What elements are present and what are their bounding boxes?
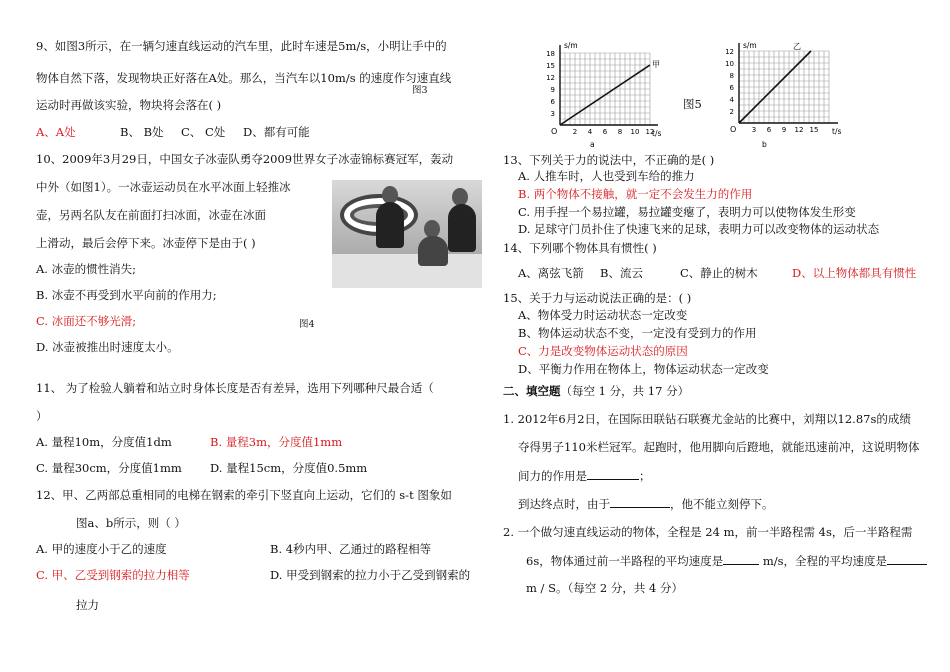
figure5-caption: 图5 bbox=[683, 97, 702, 111]
graph-a-grid bbox=[560, 53, 650, 125]
q10-line4: 上滑动，最后会停下来。冰壶停下是由于( ) bbox=[36, 236, 256, 250]
athlete-figure bbox=[376, 202, 404, 248]
q14-option-d: D、以上物体都具有惯性 bbox=[792, 266, 917, 280]
graph-a-xtick: 10 bbox=[630, 128, 640, 136]
graph-b-origin: O bbox=[730, 125, 737, 134]
section2-note: （每空 1 分，共 17 分） bbox=[560, 384, 690, 398]
section2-title: 二、填空题 bbox=[503, 384, 561, 398]
q11-line1: 11、 为了检验人躺着和站立时身体长度是否有差异，选用下列哪种尺最合适（ bbox=[36, 381, 434, 395]
q12-option-b: B. 4秒内甲、乙通过的路程相等 bbox=[270, 542, 432, 556]
f2-blank-1[interactable] bbox=[723, 553, 759, 565]
graph-b-ytick: 6 bbox=[729, 84, 734, 92]
q9-option-d: D、都有可能 bbox=[243, 125, 310, 139]
f1-blank-1[interactable] bbox=[587, 468, 639, 480]
q9-option-c: C、 C处 bbox=[181, 125, 226, 139]
curling-photo bbox=[332, 180, 482, 288]
f1-line4 bbox=[518, 496, 774, 511]
graph-a-xtick: 2 bbox=[572, 128, 578, 136]
q15-option-c: C、力是改变物体运动状态的原因 bbox=[518, 344, 688, 358]
f1-line3-end: ； bbox=[639, 469, 651, 483]
q11-line2: ） bbox=[36, 409, 48, 423]
q13-option-d: D. 足球守门员扑住了快速飞来的足球，表明力可以改变物体的运动状态 bbox=[518, 222, 880, 236]
graph-a-xtick: 8 bbox=[617, 128, 623, 136]
ice-surface bbox=[332, 254, 482, 288]
graph-a-xtick: 6 bbox=[602, 128, 608, 136]
graph-a-ytick: 12 bbox=[546, 74, 555, 82]
q13-option-b: B. 两个物体不接触，就一定不会发生力的作用 bbox=[518, 187, 753, 201]
f1-line4-text: 到达终点时，由于 bbox=[518, 497, 610, 511]
q12-option-d: D. 甲受到钢索的拉力小于乙受到钢索的 bbox=[270, 568, 471, 582]
graph-a-ytick: 6 bbox=[550, 98, 555, 106]
graph-a-ytick: 15 bbox=[546, 62, 555, 70]
q15-option-a: A、物体受力时运动状态一定改变 bbox=[518, 308, 688, 322]
graph-a-xtick: 12 bbox=[645, 128, 655, 136]
graph-a-xtick: 4 bbox=[587, 128, 593, 136]
section2-heading bbox=[503, 384, 689, 398]
q12-option-d-cont: 拉力 bbox=[76, 598, 99, 612]
q14-option-a: A、离弦飞箭 bbox=[518, 266, 584, 280]
graph-a-xlabel: t/s bbox=[652, 129, 662, 138]
q9-option-b: B、 B处 bbox=[120, 125, 164, 139]
f2-line3: m / S。（每空 2 分，共 4 分） bbox=[526, 581, 683, 595]
graph-a-ylabel: s/m bbox=[564, 41, 578, 50]
f2-line1: 2. 一个做匀速直线运动的物体，全程是 24 m，前一半路程需 4s，后一半路程需 bbox=[503, 525, 913, 539]
f1-line3 bbox=[518, 468, 651, 483]
graph-b-ylabel: s/m bbox=[743, 41, 757, 50]
q11-option-d: D. 量程15cm，分度值0.5mm bbox=[210, 461, 368, 475]
graph-b-ytick: 4 bbox=[729, 96, 734, 104]
figure4-caption: 图4 bbox=[299, 319, 315, 330]
graph-b-ytick: 12 bbox=[725, 48, 734, 56]
f2-line2-mid: m/s，全程的平均速度是 bbox=[759, 554, 888, 568]
graph-b-ytick: 10 bbox=[725, 60, 734, 68]
q9-line2: 物体自然下落，发现物块正好落在A处。那么，当汽车以10m/s 的速度作匀速直线 bbox=[36, 71, 452, 85]
q14-option-c: C、静止的树木 bbox=[680, 266, 758, 280]
q9-option-a: A、A处 bbox=[36, 125, 76, 139]
f1-line3-text: 间力的作用是 bbox=[518, 469, 587, 483]
q10-option-c: C. 冰面还不够光滑; bbox=[36, 314, 137, 328]
graph-a-ytick: 18 bbox=[546, 50, 555, 58]
graph-b-xtick: 12 bbox=[794, 126, 804, 134]
athlete-figure bbox=[418, 236, 448, 266]
q10-option-a: A. 冰壶的惯性消失; bbox=[36, 262, 136, 276]
q15-option-d: D、平衡力作用在物体上，物体运动状态一定改变 bbox=[518, 362, 769, 376]
q13-line1: 13、下列关于力的说法中，不正确的是( ) bbox=[503, 153, 715, 167]
graph-b-ytick: 2 bbox=[729, 108, 734, 116]
q13-option-a: A. 人推车时，人也受到车给的推力 bbox=[518, 169, 695, 183]
graph-a-svg bbox=[534, 40, 670, 150]
graph-b-xtick: 9 bbox=[781, 126, 787, 134]
graph-a-origin: O bbox=[551, 127, 558, 136]
q12-line2: 图a、b所示，则（ ） bbox=[76, 516, 186, 530]
q9-line1: 9、如图3所示，在一辆匀速直线运动的汽车里，此时车速是5m/s，小明让手中的 bbox=[36, 39, 447, 53]
graph-a-sub: a bbox=[590, 140, 595, 149]
f2-blank-2[interactable] bbox=[887, 553, 927, 565]
q13-option-c: C. 用手捏一个易拉罐，易拉罐变瘪了，表明力可以使物体发生形变 bbox=[518, 205, 856, 219]
q12-line1: 12、甲、乙两部总重相同的电梯在钢索的牵引下竖直向上运动，它们的 s-t 图象如 bbox=[36, 488, 452, 502]
q9-line3: 运动时再做该实验，物块将会落在( ) bbox=[36, 98, 222, 112]
q14-option-b: B、流云 bbox=[600, 266, 643, 280]
q14-line1: 14、下列哪个物体具有惯性( ) bbox=[503, 241, 657, 255]
graph-b-xtick: 6 bbox=[766, 126, 772, 134]
graph-b-xlabel: t/s bbox=[832, 127, 842, 136]
q12-option-c: C. 甲、乙受到钢索的拉力相等 bbox=[36, 568, 190, 582]
q10-line2: 中外（如图1）。一冰壶运动员在水平冰面上轻推冰 bbox=[36, 180, 291, 194]
graph-a-ytick: 3 bbox=[550, 110, 555, 118]
f2-line2-text: 6s，物体通过前一半路程的平均速度是 bbox=[526, 554, 724, 568]
graph-b-sub: b bbox=[762, 140, 767, 149]
q11-option-a: A. 量程10m，分度值1dm bbox=[36, 435, 172, 449]
graph-b-xtick: 3 bbox=[751, 126, 757, 134]
f1-line1: 1. 2012年6月2日，在国际田联钻石联赛尤金站的比赛中，刘翔以12.87s的成绩 bbox=[503, 412, 911, 426]
q10-option-b: B. 冰壶不再受到水平向前的作用力; bbox=[36, 288, 217, 302]
q15-option-b: B、物体运动状态不变，一定没有受到力的作用 bbox=[518, 326, 757, 340]
f2-line2 bbox=[526, 553, 927, 568]
graph-b-xtick: 15 bbox=[809, 126, 819, 134]
q12-option-a: A. 甲的速度小于乙的速度 bbox=[36, 542, 167, 556]
figure3-caption: 图3 bbox=[412, 85, 428, 96]
f1-line4-end: ，他不能立刻停下。 bbox=[670, 497, 774, 511]
f1-line2: 夺得男子110米栏冠军。起跑时，他用脚向后蹬地，就能迅速前冲，这说明物体 bbox=[518, 440, 920, 454]
graph-b-svg bbox=[718, 40, 850, 150]
q11-option-b: B. 量程3m，分度值1mm bbox=[210, 435, 343, 449]
graph-b-ytick: 8 bbox=[729, 72, 734, 80]
athlete-figure bbox=[448, 204, 476, 252]
graph-a-line-label: 甲 bbox=[652, 60, 660, 69]
f1-blank-2[interactable] bbox=[610, 496, 670, 508]
q11-option-c: C. 量程30cm，分度值1mm bbox=[36, 461, 182, 475]
graph-b-line-label: 乙 bbox=[793, 42, 801, 51]
graph-a-ytick: 9 bbox=[550, 86, 555, 94]
q10-line3: 壶，另两名队友在前面打扫冰面，冰壶在冰面 bbox=[36, 208, 266, 222]
graph-b-grid bbox=[739, 51, 829, 123]
q15-line1: 15、关于力与运动说法正确的是：( ) bbox=[503, 291, 692, 305]
q10-option-d: D. 冰壶被推出时速度太小。 bbox=[36, 340, 179, 354]
q10-line1: 10、2009年3月29日，中国女子冰壶队勇夺2009世界女子冰壶锦标赛冠军，轰动 bbox=[36, 152, 454, 166]
